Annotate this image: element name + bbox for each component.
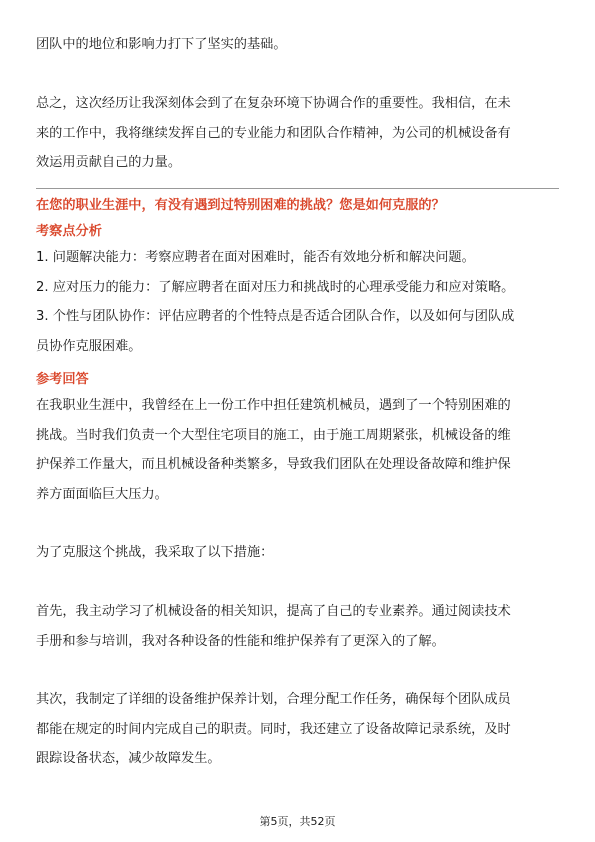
intro-paragraph [36,30,559,60]
interview-question: 在您的职业生涯中，有没有遇到过特别困难的挑战？您是如何克服的？ [36,198,445,213]
page-number: 第5页，共52页 [259,815,336,828]
text-line: 养方面面临巨大压力。 [36,486,168,502]
analysis-heading: 考察点分析 [36,224,102,239]
text-line: 其次，我制定了详细的设备维护保养计划，合理分配工作任务，确保每个团队成员 [36,692,511,707]
analysis-item: 3. 个性与团队协作：评估应聘者的个性特点是否适合团队合作，以及如何与团队成 [36,309,515,324]
analysis-item: 2. 应对压力的能力：了解应聘者在面对压力和挑战时的心理承受能力和应对策略。 [36,279,515,295]
answer-paragraph [36,597,559,656]
text-line: 为了克服这个挑战，我采取了以下措施： [36,545,274,560]
answer-paragraph [36,538,559,568]
text-line: 跟踪设备状态，减少故障发生。 [36,751,221,766]
text-line: 团队中的地位和影响力打下了坚实的基础。 [36,37,287,52]
text-line: 总之，这次经历让我深刻体会到了在复杂环境下协调合作的重要性。我相信，在未 [36,96,511,111]
section-divider [36,188,559,189]
text-line: 在我职业生涯中，我曾经在上一份工作中担任建筑机械员，遇到了一个特别困难的 [36,398,511,413]
text-line: 手册和参与培训，我对各种设备的性能和维护保养有了更深入的了解。 [36,633,445,649]
text-line: 挑战。当时我们负责一个大型住宅项目的施工，由于施工周期紧张，机械设备的维 [36,427,511,443]
summary-paragraph [36,89,559,178]
text-line: 护保养工作量大，而且机械设备种类繁多，导致我们团队在处理设备故障和维护保 [36,457,511,472]
analysis-list [36,243,559,361]
text-line: 都能在规定的时间内完成自己的职责。同时，我还建立了设备故障记录系统，及时 [36,721,511,737]
analysis-item-continuation: 员协作克服困难。 [36,338,142,354]
text-line: 首先，我主动学习了机械设备的相关知识，提高了自己的专业素养。通过阅读技术 [36,604,511,619]
answer-paragraph [36,391,559,509]
answer-paragraph [36,685,559,774]
text-line: 来的工作中，我将继续发挥自己的专业能力和团队合作精神，为公司的机械设备有 [36,125,511,141]
analysis-item: 1. 问题解决能力：考察应聘者在面对困难时，能否有效地分析和解决问题。 [36,250,475,265]
text-line: 效运用贡献自己的力量。 [36,155,182,170]
answer-heading: 参考回答 [36,372,89,387]
